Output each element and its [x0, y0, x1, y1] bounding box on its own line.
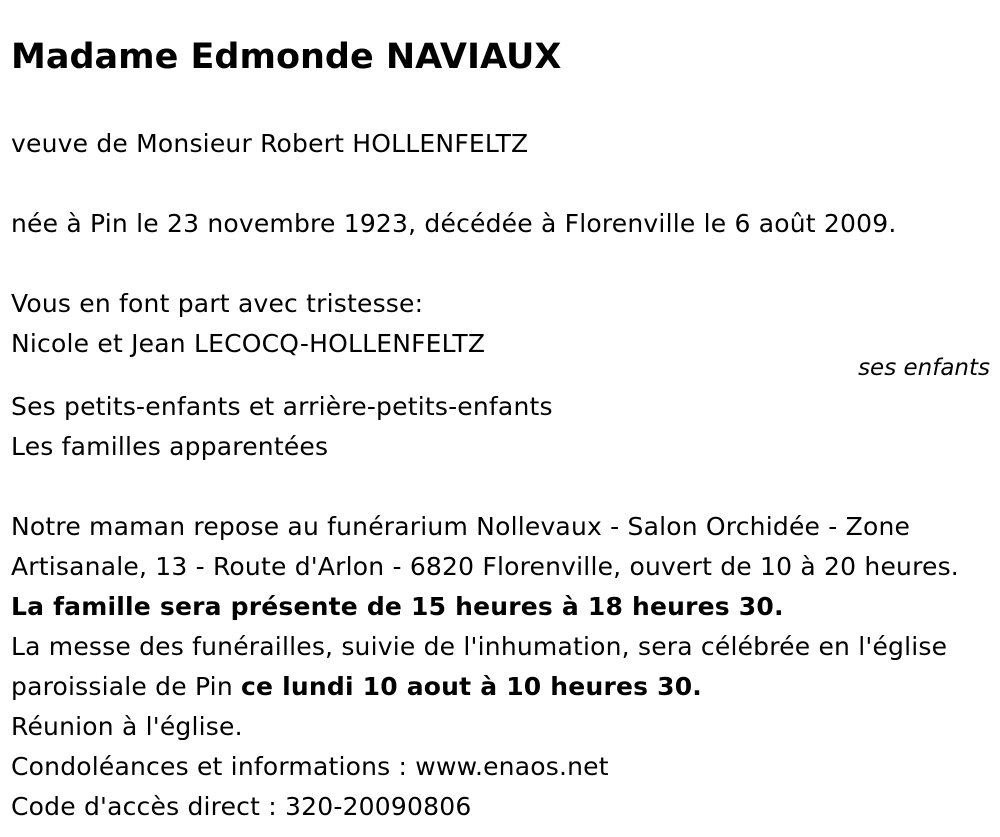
deceased-name-title: Madame Edmonde NAVIAUX: [11, 37, 562, 77]
condolences-line: Condoléances et informations : www.enaos.net: [11, 752, 609, 781]
children-label: ses enfants: [858, 355, 990, 381]
mass-line-2-prefix: paroissiale de Pin: [11, 672, 233, 701]
children-names: Nicole et Jean LECOCQ-HOLLENFELTZ: [11, 329, 486, 358]
families-line: Les familles apparentées: [11, 432, 329, 461]
family-presence-line: La famille sera présente de 15 heures à 18 heures 30.: [11, 592, 784, 621]
mass-line-2-date-time: ce lundi 10 aout à 10 heures 30.: [241, 672, 703, 701]
grandchildren-line: Ses petits-enfants et arrière-petits-enfants: [11, 392, 553, 421]
funeral-home-line-2: Artisanale, 13 - Route d'Arlon - 6820 Florenville, ouvert de 10 à 20 heures.: [11, 552, 959, 581]
birth-death-line: née à Pin le 23 novembre 1923, décédée à Florenville le 6 août 2009.: [11, 209, 897, 238]
spouse-line: veuve de Monsieur Robert HOLLENFELTZ: [11, 129, 529, 158]
meeting-line: Réunion à l'église.: [11, 712, 243, 741]
access-code-line: Code d'accès direct : 320-20090806: [11, 792, 472, 821]
mass-line-2: [11, 667, 702, 707]
funeral-home-line-1: Notre maman repose au funérarium Nollevaux - Salon Orchidée - Zone: [11, 512, 911, 541]
announcement-intro: Vous en font part avec tristesse:: [11, 289, 424, 318]
mass-line-1: La messe des funérailles, suivie de l'inhumation, sera célébrée en l'église: [11, 632, 948, 661]
